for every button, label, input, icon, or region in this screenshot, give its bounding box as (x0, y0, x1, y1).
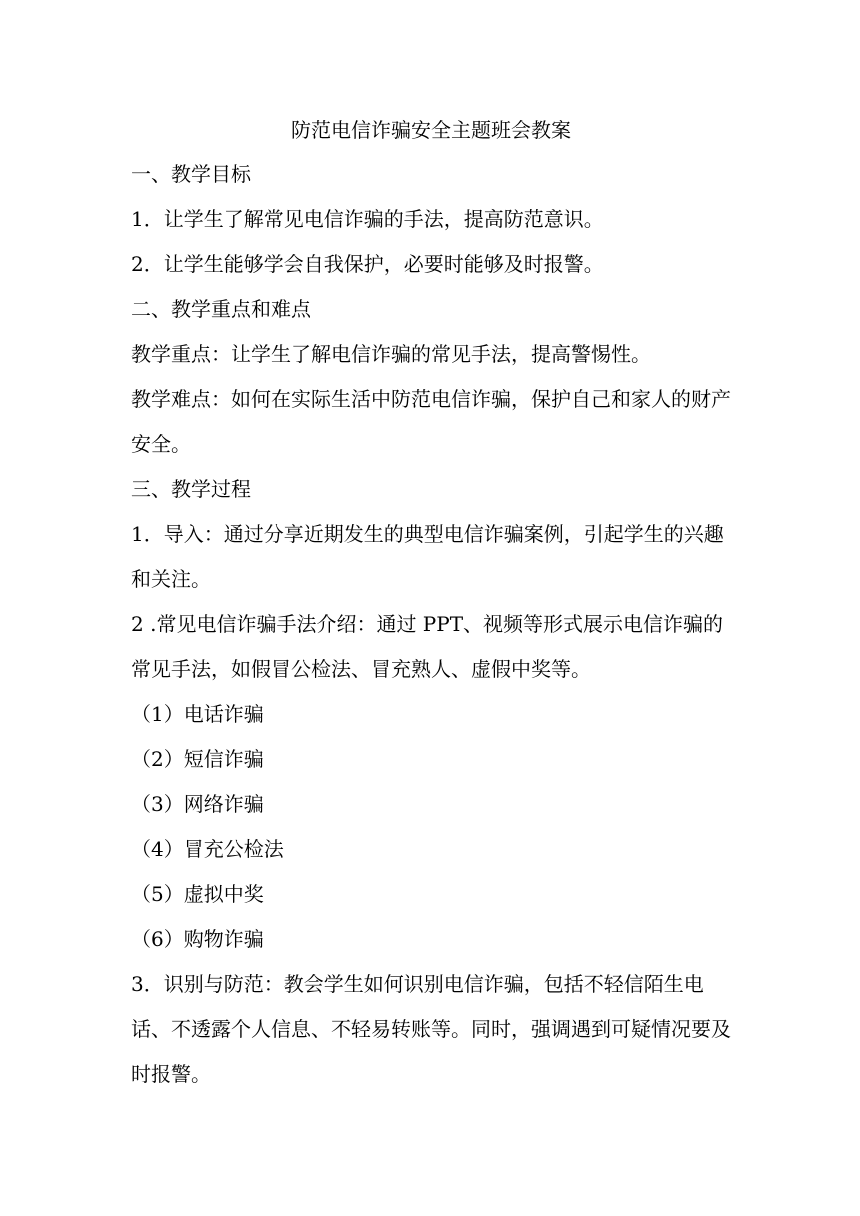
process-step-1: 1．导入：通过分享近期发生的典型电信诈骗案例，引起学生的兴趣和关注。 (131, 522, 724, 591)
objective-item-2: 2．让学生能够学会自我保护，必要时能够及时报警。 (131, 252, 604, 276)
difficulty-text: 教学难点：如何在实际生活中防范电信诈骗，保护自己和家人的财产安全。 (131, 387, 731, 456)
process-step-2: 2 .常见电信诈骗手法介绍：通过 PPT、视频等形式展示电信诈骗的常见手法，如假冒公检法、冒充熟人、虚假中奖等。 (131, 612, 724, 681)
key-point-text: 教学重点：让学生了解电信诈骗的常见手法，提高警惕性。 (131, 342, 651, 366)
section-heading-process: 三、教学过程 (131, 477, 251, 501)
method-item-4: （4）冒充公检法 (131, 837, 284, 861)
process-step-3: 3．识别与防范：教会学生如何识别电信诈骗，包括不轻信陌生电话、不透露个人信息、不轻易转账等。同时，强调遇到可疑情况要及时报警。 (131, 972, 731, 1086)
objective-item-1: 1．让学生了解常见电信诈骗的手法，提高防范意识。 (131, 207, 604, 231)
method-item-3: （3）网络诈骗 (131, 792, 264, 816)
section-heading-objectives: 一、教学目标 (131, 162, 251, 186)
section-heading-key-points: 二、教学重点和难点 (131, 297, 311, 321)
method-item-5: （5）虚拟中奖 (131, 882, 264, 906)
document-body (131, 108, 731, 1097)
method-item-2: （2）短信诈骗 (131, 747, 264, 771)
document-title: 防范电信诈骗安全主题班会教案 (291, 118, 571, 142)
method-item-6: （6）购物诈骗 (131, 927, 264, 951)
method-item-1: （1）电话诈骗 (131, 702, 264, 726)
